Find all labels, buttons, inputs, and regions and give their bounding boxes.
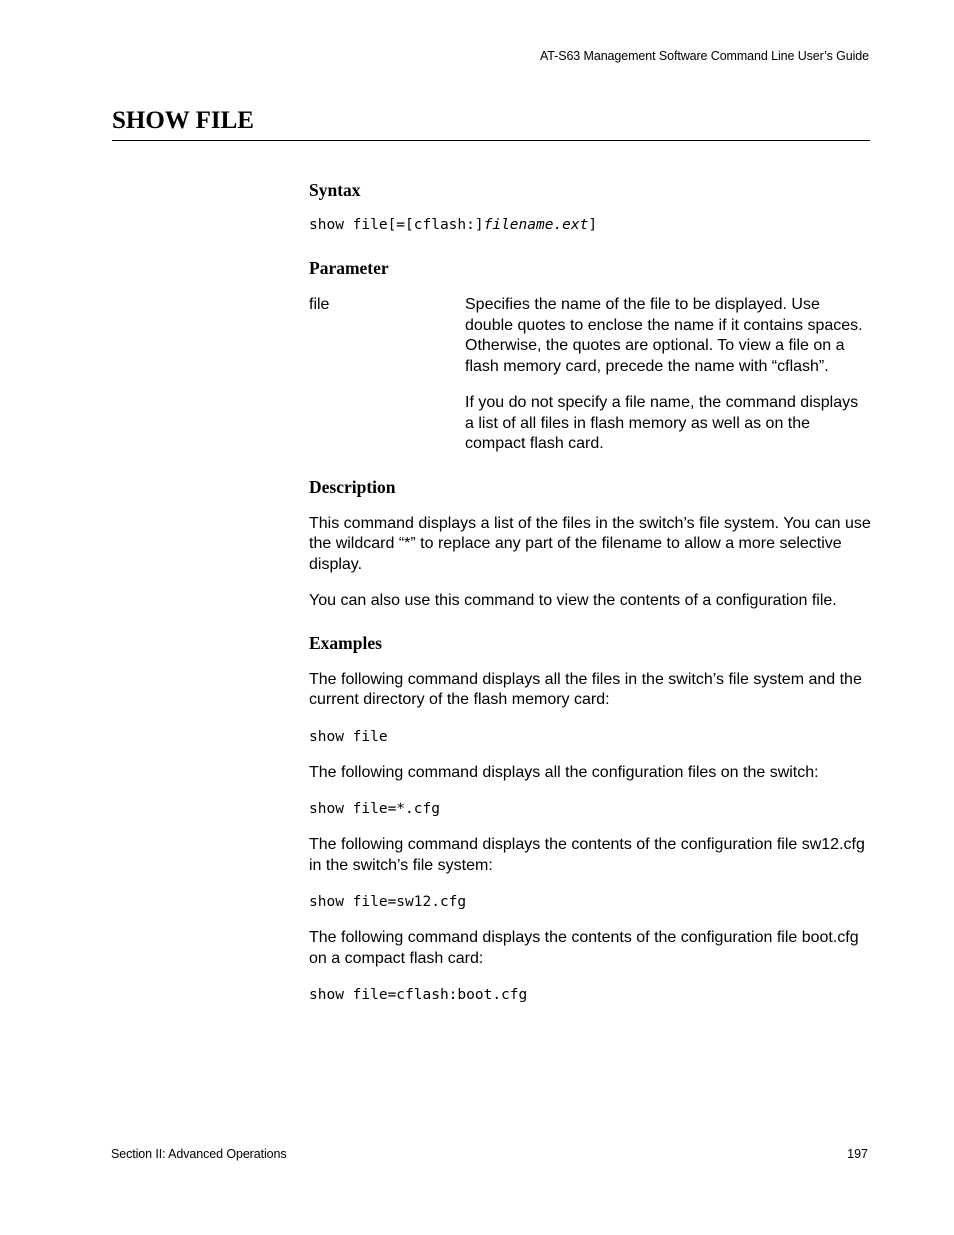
page-title: SHOW FILE bbox=[112, 107, 254, 134]
syntax-command-suffix: ] bbox=[588, 217, 598, 233]
syntax-command-placeholder: filename.ext bbox=[483, 217, 589, 233]
syntax-command bbox=[309, 216, 871, 234]
description-paragraph-1: This command displays a list of the files in the switch’s file system. You can use the wildcard “*” to replace any part of the filename to allow a more selective display. bbox=[309, 514, 871, 573]
example-command: show file=*.cfg bbox=[309, 801, 440, 817]
parameter-name: file bbox=[309, 296, 330, 313]
example-text: The following command displays the contents of the configuration file sw12.cfg in the switch’s file system: bbox=[309, 836, 865, 874]
footer-section: Section II: Advanced Operations bbox=[111, 1147, 287, 1161]
parameter-description bbox=[465, 295, 871, 455]
footer-page-number: 197 bbox=[847, 1147, 868, 1161]
parameter-row bbox=[309, 295, 871, 455]
example-command: show file bbox=[309, 728, 388, 745]
parameter-description-2: If you do not specify a file name, the command displays a list of all files in flash memory as well as on the compact flash card. bbox=[465, 394, 859, 452]
parameter-description-1: Specifies the name of the file to be displayed. Use double quotes to enclose the name if it contains spaces. Otherwise, the quotes are optional. To view a file on a flash memory card, precede the name with “cflash”. bbox=[465, 296, 863, 375]
example-command: show file=cflash:boot.cfg bbox=[309, 987, 528, 1003]
example-text: The following command displays all the configuration files on the switch: bbox=[309, 763, 819, 781]
main-content bbox=[309, 179, 871, 1004]
syntax-heading: Syntax bbox=[309, 180, 361, 200]
example-command: show file=sw12.cfg bbox=[309, 894, 467, 910]
parameter-heading: Parameter bbox=[309, 258, 389, 278]
description-paragraph-2: You can also use this command to view the contents of a configuration file. bbox=[309, 592, 837, 609]
description-heading: Description bbox=[309, 476, 396, 497]
example-text: The following command displays the contents of the configuration file boot.cfg on a compact flash card: bbox=[309, 929, 859, 967]
title-rule bbox=[112, 140, 870, 141]
running-header: AT-S63 Management Software Command Line User’s Guide bbox=[540, 49, 869, 63]
examples-heading: Examples bbox=[309, 632, 382, 653]
example-text: The following command displays all the files in the switch’s file system and the current directory of the flash memory card: bbox=[309, 670, 862, 708]
syntax-command-prefix: show file[=[cflash:] bbox=[309, 217, 484, 233]
